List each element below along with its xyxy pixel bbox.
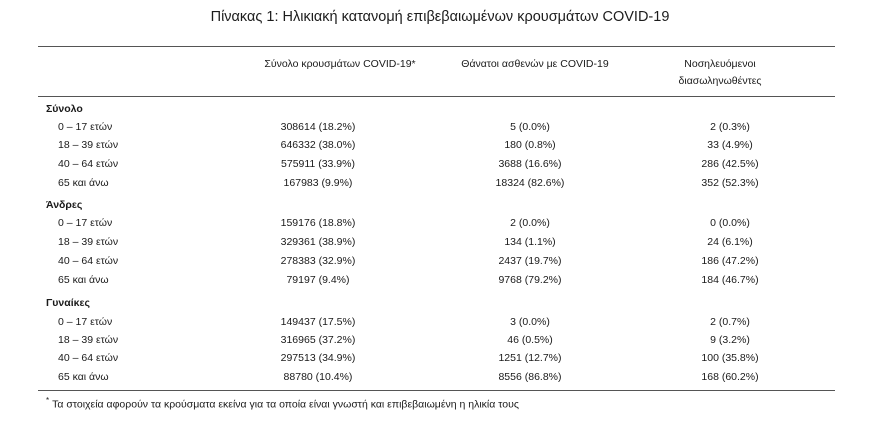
deaths-cell: 8556 (86.8%) xyxy=(498,371,562,383)
intubated-cell: 9 (3.2%) xyxy=(710,334,750,346)
intubated-cell: 186 (47.2%) xyxy=(701,255,759,267)
header-rule xyxy=(38,96,835,97)
table-row xyxy=(0,371,880,389)
top-rule xyxy=(38,46,835,47)
age-group: 40 – 64 ετών xyxy=(58,158,119,170)
deaths-cell: 46 (0.5%) xyxy=(507,334,553,346)
deaths-cell: 18324 (82.6%) xyxy=(495,177,565,189)
deaths-cell: 5 (0.0%) xyxy=(510,121,550,133)
header-intubated-line2: διασωληνωθέντες xyxy=(678,75,762,87)
table-row xyxy=(0,255,880,273)
table-row xyxy=(0,236,880,254)
bottom-rule xyxy=(38,390,835,391)
deaths-cell: 2437 (19.7%) xyxy=(498,255,562,267)
cases-cell: 329361 (38.9%) xyxy=(280,236,356,248)
footnote xyxy=(46,396,519,411)
cases-cell: 316965 (37.2%) xyxy=(280,334,356,346)
header-intubated-line1: Νοσηλευόμενοι xyxy=(684,58,756,70)
cases-cell: 88780 (10.4%) xyxy=(283,371,353,383)
header-total-cases: Σύνολο κρουσμάτων COVID-19* xyxy=(264,58,416,70)
table-row xyxy=(0,334,880,352)
age-group: 40 – 64 ετών xyxy=(58,352,119,364)
cases-cell: 297513 (34.9%) xyxy=(280,352,356,364)
age-group: 18 – 39 ετών xyxy=(58,139,119,151)
deaths-cell: 2 (0.0%) xyxy=(510,217,550,229)
header-intubated xyxy=(640,56,800,90)
cases-cell: 159176 (18.8%) xyxy=(280,217,356,229)
deaths-cell: 3688 (16.6%) xyxy=(498,158,562,170)
cases-cell: 167983 (9.9%) xyxy=(283,177,353,189)
deaths-cell: 134 (1.1%) xyxy=(504,236,556,248)
intubated-cell: 184 (46.7%) xyxy=(701,274,759,286)
table-row xyxy=(0,139,880,157)
intubated-cell: 33 (4.9%) xyxy=(707,139,753,151)
age-group: 0 – 17 ετών xyxy=(58,121,113,133)
table-title: Πίνακας 1: Ηλικιακή κατανομή επιβεβαιωμένων κρουσμάτων COVID-19 xyxy=(210,9,670,25)
cases-cell: 79197 (9.4%) xyxy=(286,274,350,286)
age-group: 18 – 39 ετών xyxy=(58,334,119,346)
intubated-cell: 286 (42.5%) xyxy=(701,158,759,170)
intubated-cell: 2 (0.3%) xyxy=(710,121,750,133)
deaths-cell: 180 (0.8%) xyxy=(504,139,556,151)
cases-cell: 149437 (17.5%) xyxy=(280,316,356,328)
footnote-mark: * xyxy=(46,396,50,405)
intubated-cell: 24 (6.1%) xyxy=(707,236,753,248)
deaths-cell: 9768 (79.2%) xyxy=(498,274,562,286)
age-group: 0 – 17 ετών xyxy=(58,316,113,328)
footnote-text: Τα στοιχεία αφορούν τα κρούσματα εκείνα για τα οποία είναι γνωστή και επιβεβαιωμένη η ηλικία τους xyxy=(52,398,519,411)
table-row xyxy=(0,177,880,195)
intubated-cell: 0 (0.0%) xyxy=(710,217,750,229)
age-group: 65 και άνω xyxy=(58,274,109,286)
cases-cell: 278383 (32.9%) xyxy=(280,255,356,267)
intubated-cell: 2 (0.7%) xyxy=(710,316,750,328)
cases-cell: 308614 (18.2%) xyxy=(280,121,356,133)
table-row xyxy=(0,158,880,176)
deaths-cell: 1251 (12.7%) xyxy=(498,352,562,364)
header-deaths: Θάνατοι ασθενών με COVID-19 xyxy=(461,58,609,70)
age-group: 0 – 17 ετών xyxy=(58,217,113,229)
table-row xyxy=(0,274,880,292)
table-row xyxy=(0,352,880,370)
table-row xyxy=(0,121,880,139)
cases-cell: 575911 (33.9%) xyxy=(281,158,355,170)
cases-cell: 646332 (38.0%) xyxy=(280,139,356,151)
deaths-cell: 3 (0.0%) xyxy=(510,316,550,328)
age-group: 40 – 64 ετών xyxy=(58,255,119,267)
intubated-cell: 352 (52.3%) xyxy=(701,177,759,189)
age-group: 18 – 39 ετών xyxy=(58,236,119,248)
table-row xyxy=(0,316,880,334)
age-group: 65 και άνω xyxy=(58,371,109,383)
section-label-total: Σύνολο xyxy=(46,103,83,115)
intubated-cell: 168 (60.2%) xyxy=(701,371,759,383)
table-row xyxy=(0,217,880,235)
section-label-men: Άνδρες xyxy=(46,199,83,211)
age-group: 65 και άνω xyxy=(58,177,109,189)
intubated-cell: 100 (35.8%) xyxy=(701,352,759,364)
section-label-women: Γυναίκες xyxy=(46,297,90,309)
